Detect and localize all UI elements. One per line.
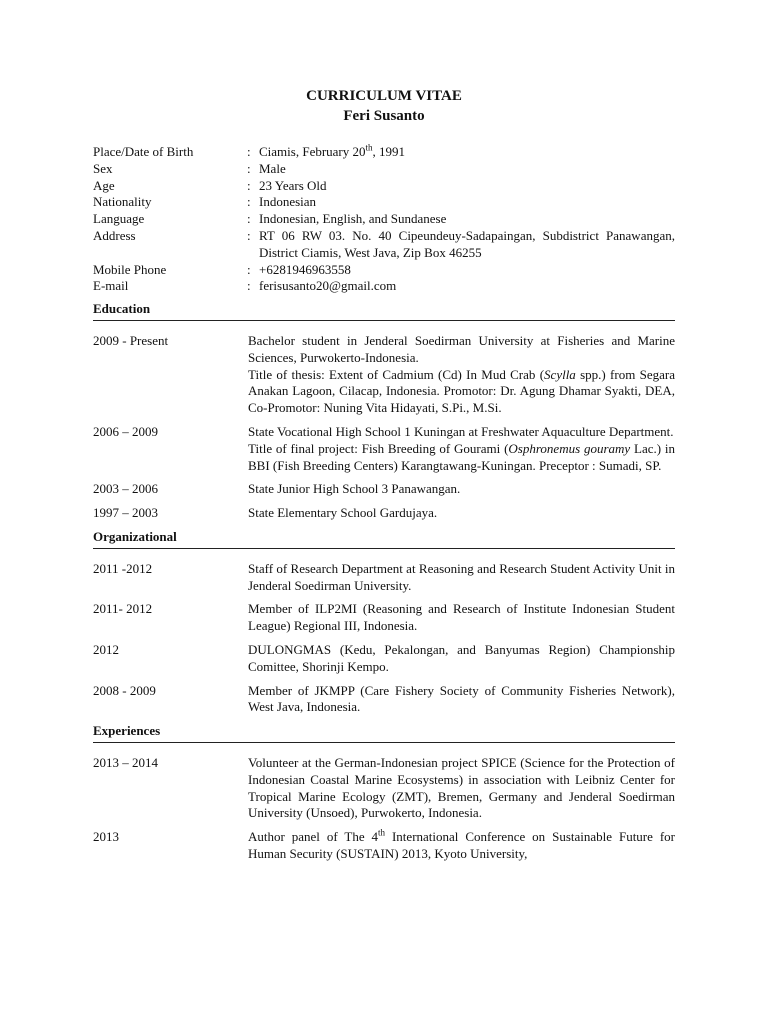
experiences-heading: Experiences <box>93 723 675 743</box>
entry-text: State Junior High School 3 Panawangan. <box>248 481 461 497</box>
colon: : <box>247 160 251 176</box>
phone-value: +6281946963558 <box>259 261 351 277</box>
entry-text: Staff of Research Department at Reasoning and Research Student Activity Unit in Jenderal Soedirman University. <box>248 560 675 593</box>
entry-period: 2011 -2012 <box>93 560 153 576</box>
document-title: CURRICULUM VITAE <box>306 88 462 104</box>
entry-details <box>248 333 675 417</box>
entry-period: 2012 <box>93 641 119 657</box>
colon: : <box>247 278 251 294</box>
entry-text: Bachelor student in Jenderal Soedirman University at Fisheries and Marine Sciences, Purwokerto-Indonesia. <box>248 332 675 365</box>
entry-period: 2011- 2012 <box>93 601 153 617</box>
age-row <box>93 178 675 195</box>
entry-period: 2013 <box>93 829 119 845</box>
language-value: Indonesian, English, and Sundanese <box>259 211 447 227</box>
entry-period: 2009 - Present <box>93 332 169 348</box>
nationality-row <box>93 194 675 211</box>
email-value[interactable]: ferisusanto20@gmail.com <box>259 278 397 294</box>
education-entry <box>93 505 675 522</box>
colon: : <box>247 194 251 210</box>
entry-text: State Vocational High School 1 Kuningan at Freshwater Aquaculture Department. <box>248 423 674 439</box>
entry-text: Author panel of The 4th International Conference on Sustainable Future for Human Security (SUSTAIN) 2013, Kyoto University, <box>248 827 676 861</box>
cv-page <box>93 86 675 870</box>
age-value: 23 Years Old <box>259 177 327 193</box>
address-row <box>93 228 675 262</box>
person-name: Feri Susanto <box>343 108 425 124</box>
organizational-heading: Organizational <box>93 529 675 549</box>
entry-period: 2013 – 2014 <box>93 754 158 770</box>
address-label: Address <box>93 227 136 243</box>
entry-text: Member of ILP2MI (Reasoning and Research of Institute Indonesian Student League) Regional III, Indonesia. <box>248 601 675 634</box>
colon: : <box>247 227 251 243</box>
education-entry <box>93 424 675 474</box>
entry-period: 1997 – 2003 <box>93 505 158 521</box>
experience-entry <box>93 829 675 863</box>
organizational-entry <box>93 601 675 635</box>
sex-label: Sex <box>93 160 113 176</box>
birth-value: Ciamis, February 20th, 1991 <box>259 142 406 159</box>
education-entry <box>93 481 675 498</box>
nationality-value: Indonesian <box>259 194 317 210</box>
phone-row <box>93 262 675 279</box>
entry-details <box>248 424 675 474</box>
project-title: Title of final project: Fish Breeding of Gourami (Osphronemus gouramy Lac.) in BBI (Fish Breeding Centers) Karangtawang-Kuningan. Preceptor : Sumadi, SP. <box>248 440 675 473</box>
email-label: E-mail <box>93 278 129 294</box>
personal-info <box>93 144 675 295</box>
experience-entry <box>93 755 675 822</box>
organizational-entry <box>93 561 675 595</box>
birth-row <box>93 144 675 161</box>
address-value: RT 06 RW 03. No. 40 Cipeundeuy-Sadapaingan, Subdistrict Panawangan, District Ciamis, West Java, Zip Box 46255 <box>259 227 675 260</box>
colon: : <box>247 211 251 227</box>
email-row <box>93 278 675 295</box>
thesis-title: Title of thesis: Extent of Cadmium (Cd) In Mud Crab (Scylla spp.) from Segara Anakan Lagoon, Cilacap, Indonesia. Promotor: Dr. Agung Dhamar Syakti, DEA, Co-Promotor: Nuning Vita Hidayati, S.Pi., M.Si. <box>248 366 676 416</box>
birth-label: Place/Date of Birth <box>93 144 194 159</box>
sex-row <box>93 161 675 178</box>
entry-text: Member of JKMPP (Care Fishery Society of Community Fisheries Network), West Java, Indonesia. <box>248 682 675 715</box>
colon: : <box>247 144 251 159</box>
organizational-entry <box>93 642 675 676</box>
entry-text: State Elementary School Gardujaya. <box>248 505 438 521</box>
language-row <box>93 211 675 228</box>
colon: : <box>247 177 251 193</box>
entry-text: Volunteer at the German-Indonesian project SPICE (Science for the Protection of Indonesian Coastal Marine Ecosystems) in association with Leibniz Center for Tropical Marine Ecology (ZMT), Bremen, Germany and Jenderal Soedirman University (Unsoed), Purwokerto, Indonesia. <box>248 754 675 821</box>
entry-period: 2006 – 2009 <box>93 423 158 439</box>
entry-period: 2008 - 2009 <box>93 682 156 698</box>
entry-period: 2003 – 2006 <box>93 481 158 497</box>
education-heading: Education <box>93 301 675 321</box>
education-entry <box>93 333 675 417</box>
organizational-entry <box>93 683 675 717</box>
phone-label: Mobile Phone <box>93 261 167 277</box>
nationality-label: Nationality <box>93 194 152 210</box>
entry-text: DULONGMAS (Kedu, Pekalongan, and Banyumas Region) Championship Comittee, Shorinji Kempo. <box>248 641 675 674</box>
age-label: Age <box>93 177 115 193</box>
language-label: Language <box>93 211 145 227</box>
sex-value: Male <box>259 160 286 176</box>
colon: : <box>247 261 251 277</box>
